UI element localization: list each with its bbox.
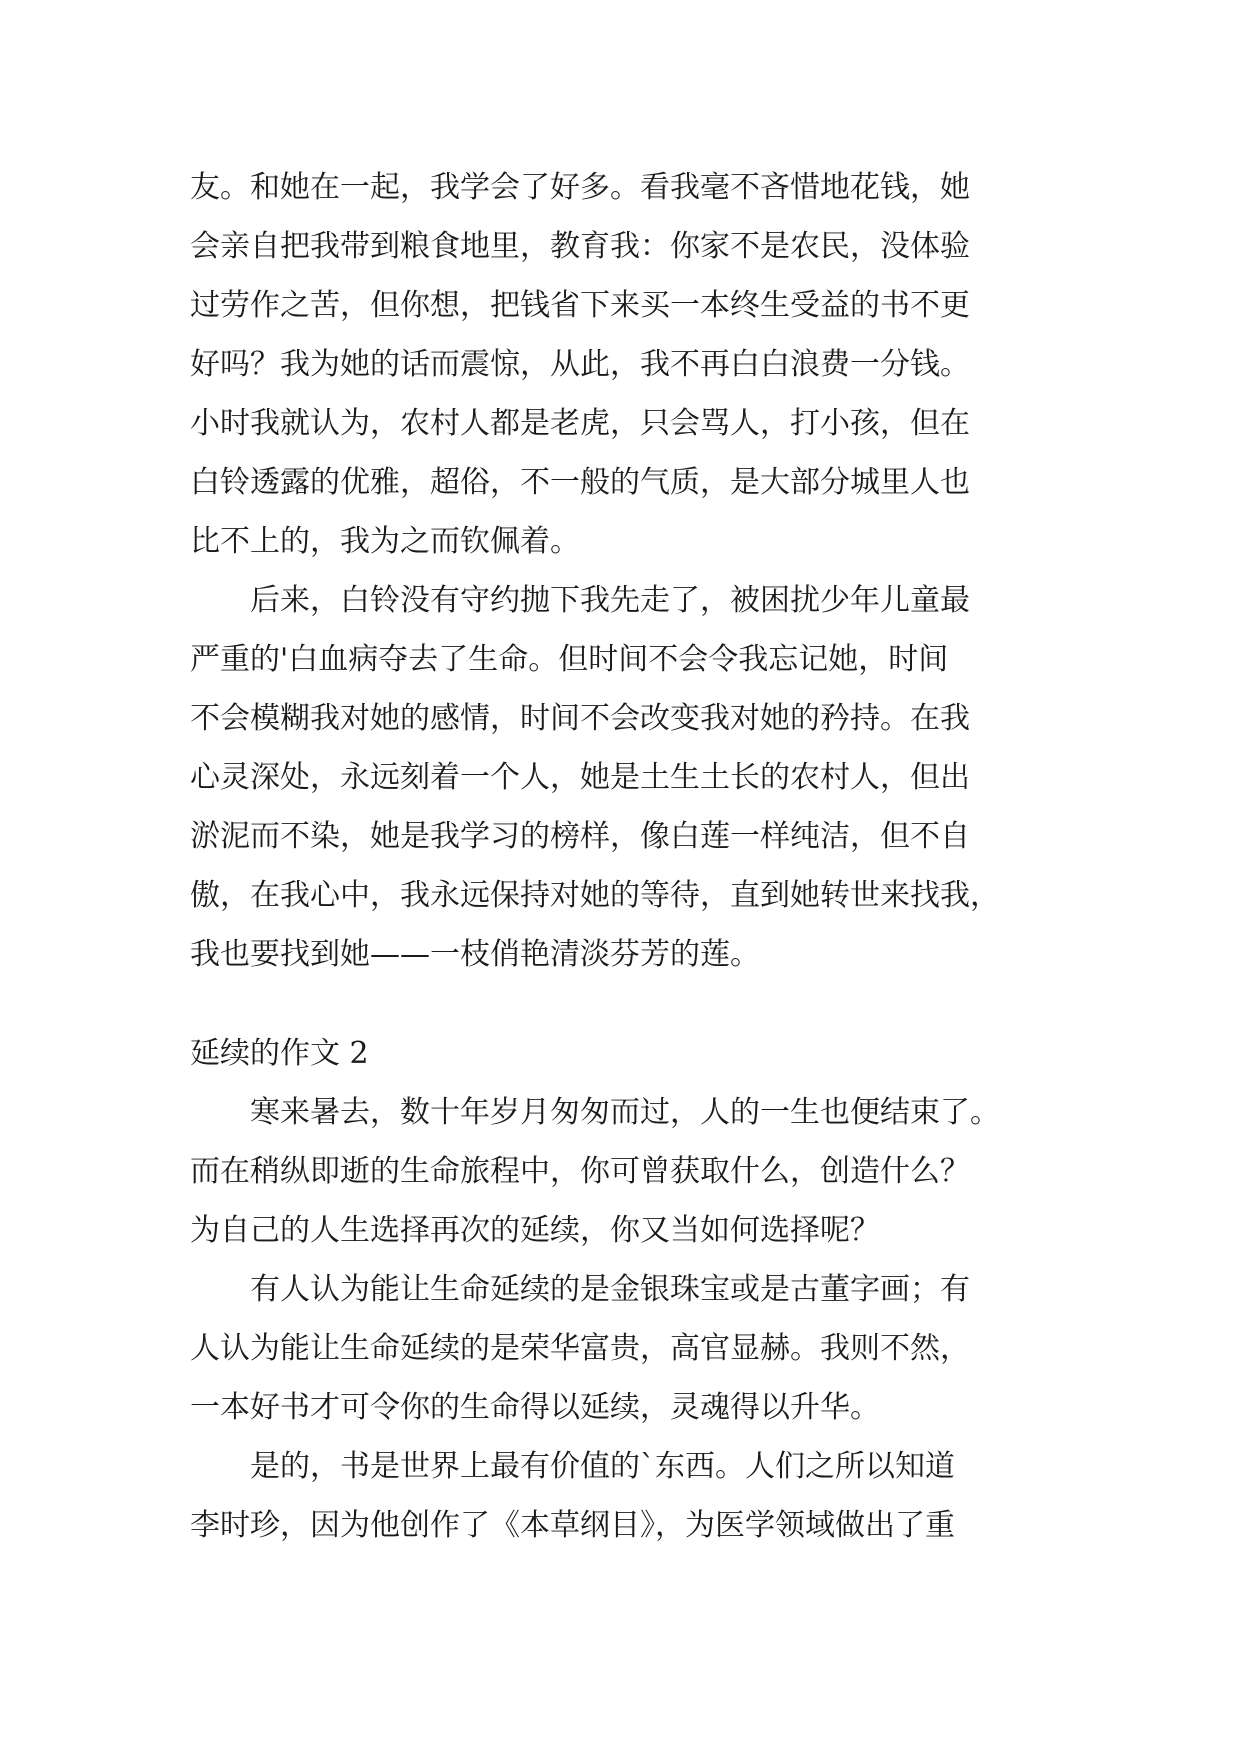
paragraph-line: 一本好书才可令你的生命得以延续，灵魂得以升华。	[190, 1390, 880, 1425]
paragraph-line: 有人认为能让生命延续的是金银珠宝或是古董字画；有	[250, 1272, 970, 1307]
paragraph-line: 为自己的人生选择再次的延续，你又当如何选择呢？	[190, 1213, 880, 1248]
paragraph-line: 淤泥而不染，她是我学习的榜样，像白莲一样纯洁，但不自	[190, 819, 970, 854]
paragraph-line: 心灵深处，永远刻着一个人，她是土生土长的农村人，但出	[190, 760, 970, 795]
paragraph-line: 比不上的，我为之而钦佩着。	[190, 524, 580, 559]
paragraph-line: 不会模糊我对她的感情，时间不会改变我对她的矜持。在我	[190, 701, 970, 736]
paragraph-line: 好吗？我为她的话而震惊，从此，我不再白白浪费一分钱。	[190, 347, 970, 382]
paragraph-line: 白铃透露的优雅，超俗，不一般的气质，是大部分城里人也	[190, 465, 970, 500]
essay-heading-block	[190, 1024, 1080, 1083]
paragraph-line: 小时我就认为，农村人都是老虎，只会骂人，打小孩，但在	[190, 406, 970, 441]
essay-body	[190, 1083, 1080, 1555]
paragraph-line: 友。和她在一起，我学会了好多。看我毫不吝惜地花钱，她	[190, 170, 970, 205]
essay-title: 延续的作文 2	[190, 1036, 369, 1071]
paragraph-line: 过劳作之苦，但你想，把钱省下来买一本终生受益的书不更	[190, 288, 970, 323]
paragraph-line: 人认为能让生命延续的是荣华富贵，高官显赫。我则不然，	[190, 1331, 970, 1366]
paragraph-line: 严重的'白血病夺去了生命。但时间不会令我忘记她，时间	[190, 642, 949, 677]
paragraph-line: 我也要找到她——一枝俏艳清淡芬芳的莲。	[190, 937, 760, 972]
paragraph-line: 李时珍，因为他创作了《本草纲目》，为医学领域做出了重	[190, 1508, 955, 1543]
paragraph-line: 会亲自把我带到粮食地里，教育我：你家不是农民，没体验	[190, 229, 970, 264]
paragraph-line: 傲，在我心中，我永远保持对她的等待，直到她转世来找我，	[190, 878, 1000, 913]
paragraph-line: 寒来暑去，数十年岁月匆匆而过，人的一生也便结束了。	[250, 1095, 1000, 1130]
paragraph-line: 后来，白铃没有守约抛下我先走了，被困扰少年儿童最	[250, 583, 970, 618]
essay-continuation	[190, 158, 1080, 984]
paragraph-line: 而在稍纵即逝的生命旅程中，你可曾获取什么，创造什么？	[190, 1154, 970, 1189]
paragraph-line: 是的，书是世界上最有价值的`东西。人们之所以知道	[250, 1449, 955, 1484]
